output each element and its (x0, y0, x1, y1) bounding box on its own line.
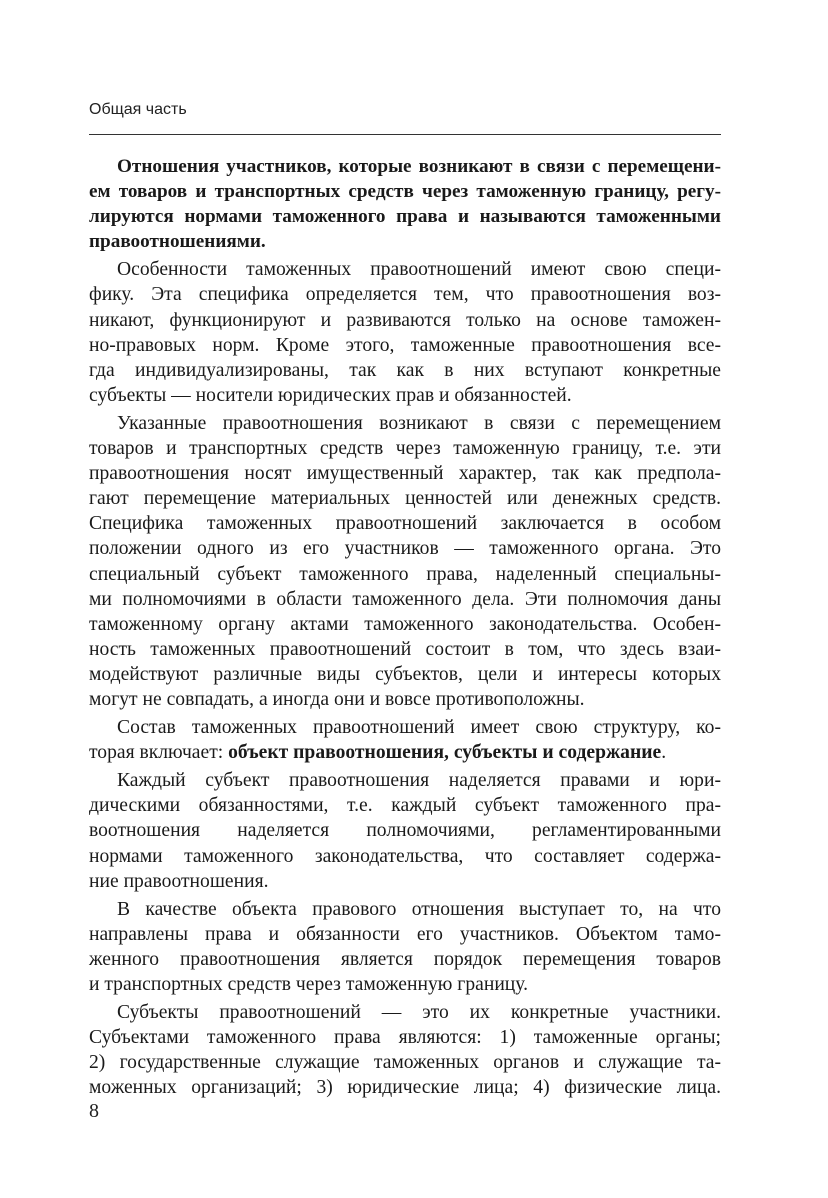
definition-paragraph (89, 154, 721, 254)
text-line: гда индивидуализированы, так как в них вступают конкретные (89, 359, 721, 381)
text-line: специальный субъект таможенного права, наделенный специальны- (89, 563, 721, 585)
text-line: ем товаров и транспортных средств через таможенную границу, регу- (89, 181, 721, 203)
text-fragment: торая включает: (89, 742, 229, 764)
text-line: фику. Эта специфика определяется тем, что правоотношения воз- (89, 284, 721, 306)
text-line: правоотношения носят имущественный характер, так как предпола- (89, 463, 721, 485)
text-line: могут не совпадать, а иногда они и вовсе противоположны. (89, 688, 585, 710)
text-line: субъекты — носители юридических прав и обязанностей. (89, 384, 572, 406)
page-body (89, 154, 721, 1103)
text-line: таможенному органу актами таможенного законодательства. Особен- (89, 613, 721, 635)
text-fragment: . (661, 742, 667, 764)
body-paragraph (89, 411, 721, 712)
header-divider (89, 134, 721, 135)
text-line: лируются нормами таможенного права и называются таможенными (89, 206, 721, 228)
text-line: Указанные правоотношения возникают в связи с перемещением (117, 412, 721, 434)
text-line: модействуют различные виды субъектов, цели и интересы которых (89, 663, 721, 685)
text-line: правоотношениями. (89, 231, 266, 253)
body-paragraph (89, 768, 721, 893)
text-line: 2) государственные служащие таможенных органов и служащие та- (89, 1052, 721, 1074)
text-line: никают, функционируют и развиваются только на основе таможен- (89, 309, 721, 331)
text-line: Отношения участников, которые возникают в связи с перемещени- (117, 156, 721, 177)
text-line: товаров и транспортных средств через таможенную границу, т.е. эти (89, 438, 721, 460)
emphasized-terms: объект правоотношения, субъекты и содержание (228, 742, 662, 764)
text-line: ми полномочиями в области таможенного дела. Эти полномочия даны (89, 588, 721, 610)
text-line: нормами таможенного законодательства, что составляет содержа- (89, 845, 721, 867)
text-line: Состав таможенных правоотношений имеет свою структуру, ко- (117, 717, 721, 739)
text-line: направлены права и обязанности его участников. Объектом тамо- (89, 923, 721, 945)
page-number: 8 (89, 1100, 99, 1122)
text-line: Каждый субъект правоотношения наделяется правами и юри- (117, 770, 721, 792)
text-line: положении одного из его участников — таможенного органа. Это (89, 538, 721, 560)
text-line (89, 740, 721, 765)
body-paragraph (89, 1000, 721, 1100)
text-line: ность таможенных правоотношений состоит в том, что здесь взаи- (89, 638, 721, 660)
body-paragraph (89, 897, 721, 997)
text-line: воотношения наделяется полномочиями, регламентированными (89, 820, 721, 842)
text-line: но-правовых норм. Кроме этого, таможенные правоотношения все- (89, 334, 721, 356)
text-line: и транспортных средств через таможенную границу. (89, 974, 529, 995)
body-paragraph (89, 257, 721, 408)
text-line: Субъекты правоотношений — это их конкретные участники. (117, 1002, 721, 1024)
text-line: гают перемещение материальных ценностей или денежных средств. (89, 488, 721, 510)
text-line: дическими обязанностями, т.е. каждый субъект таможенного пра- (89, 795, 721, 817)
text-line: моженных организаций; 3) юридические лица; 4) физические лица. (89, 1077, 721, 1099)
running-header: Общая часть (89, 101, 187, 118)
text-line: женного правоотношения является порядок перемещения товаров (89, 948, 721, 970)
text-line: ние правоотношения. (89, 870, 269, 892)
text-line: Специфика таможенных правоотношений заключается в особом (89, 513, 721, 535)
structure-paragraph (89, 715, 721, 765)
text-line: В качестве объекта правового отношения выступает то, на что (117, 898, 721, 920)
text-line: Субъектами таможенного права являются: 1) таможенные органы; (89, 1027, 721, 1049)
text-line: Особенности таможенных правоотношений имеют свою специ- (117, 259, 721, 281)
